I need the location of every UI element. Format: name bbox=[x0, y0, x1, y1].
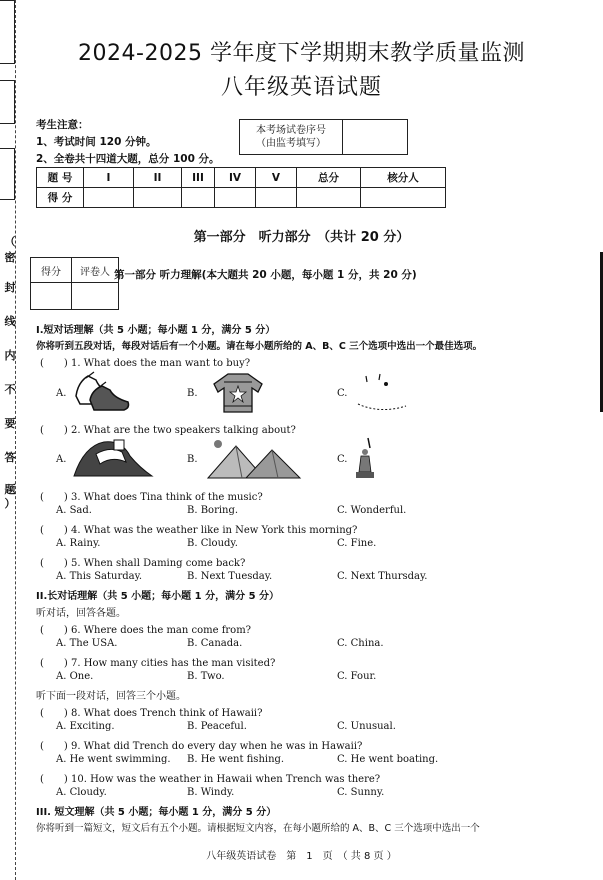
margin-char: 要 bbox=[4, 417, 16, 430]
grader-score-field[interactable] bbox=[31, 283, 72, 310]
option-a[interactable]: A. Cloudy. bbox=[56, 787, 107, 798]
shoes-icon bbox=[70, 366, 134, 414]
section1-instruction: 你将听到五段对话，每段对话后有一个小题。请在每小题所给的 A、B、C 三个选项中选出一个最佳选项。 bbox=[36, 341, 483, 352]
option-b[interactable]: B. bbox=[187, 454, 198, 465]
option-a[interactable]: A. bbox=[56, 388, 67, 399]
exam-title: 2024-2025 学年度下学期期末教学质量监测 bbox=[78, 41, 525, 66]
question-text: How was the weather in Hawaii when Trench was there? bbox=[90, 774, 381, 785]
option-b[interactable]: B. Next Tuesday. bbox=[187, 571, 273, 582]
margin-char: 内 bbox=[4, 349, 16, 362]
notes-item: 1、考试时间 120 分钟。 bbox=[36, 136, 157, 148]
sunglasses-icon bbox=[352, 370, 410, 414]
score-row-label: 得 分 bbox=[37, 188, 84, 208]
seat-number-box bbox=[239, 119, 408, 155]
grader-box bbox=[30, 257, 119, 310]
margin-char: （ bbox=[4, 235, 16, 248]
notes-heading: 考生注意： bbox=[36, 119, 89, 131]
score-header: 总分 bbox=[297, 168, 361, 188]
score-header: 题 号 bbox=[37, 168, 84, 188]
margin-char: 题 bbox=[4, 483, 16, 496]
option-c[interactable]: C. Wonderful. bbox=[337, 505, 407, 516]
score-header: V bbox=[256, 168, 297, 188]
question-text: What did Trench do every day when he was in Hawaii? bbox=[83, 741, 363, 752]
question-text: What does the man want to buy? bbox=[83, 358, 251, 369]
option-c[interactable]: C. Four. bbox=[337, 671, 377, 682]
binding-dashed-line bbox=[15, 0, 16, 880]
question-number: ( ) 4. bbox=[40, 525, 81, 536]
question-number: ( ) 9. bbox=[40, 741, 81, 752]
seat-sublabel: （由监考填写） bbox=[256, 138, 326, 149]
option-c[interactable]: C. bbox=[337, 454, 348, 465]
option-b[interactable]: B. Windy. bbox=[187, 787, 235, 798]
score-cell[interactable] bbox=[256, 188, 297, 208]
option-b[interactable]: B. Peaceful. bbox=[187, 721, 247, 732]
option-b[interactable]: B. bbox=[187, 388, 198, 399]
option-a[interactable]: A. bbox=[56, 454, 67, 465]
section2-heading: II.长对话理解（共 5 小题；每小题 1 分，满分 5 分） bbox=[36, 591, 280, 602]
sweater-icon bbox=[210, 370, 266, 414]
grader-name-label: 评卷人 bbox=[72, 258, 119, 283]
question-number: ( ) 7. bbox=[40, 658, 81, 669]
option-b[interactable]: B. Cloudy. bbox=[187, 538, 238, 549]
great-wall-icon bbox=[70, 432, 156, 480]
question-number: ( ) 2. bbox=[40, 425, 81, 436]
question-number: ( ) 5. bbox=[40, 558, 81, 569]
question-number: ( ) 1. bbox=[40, 358, 81, 369]
option-a[interactable]: A. This Saturday. bbox=[56, 571, 143, 582]
margin-char: 线 bbox=[4, 315, 16, 328]
score-header: IV bbox=[215, 168, 256, 188]
question-text: When shall Daming come back? bbox=[83, 558, 246, 569]
score-header: III bbox=[182, 168, 215, 188]
option-c[interactable]: C. Next Thursday. bbox=[337, 571, 428, 582]
statue-of-liberty-icon bbox=[352, 436, 380, 480]
page-footer: 八年级英语试卷 第 1 页 （ 共 8 页 ） bbox=[206, 851, 397, 862]
section3-heading: III. 短文理解（共 5 小题；每小题 1 分，满分 5 分） bbox=[36, 807, 277, 818]
binding-box-3 bbox=[0, 148, 15, 200]
question-4 bbox=[40, 521, 357, 536]
score-header: II bbox=[134, 168, 182, 188]
option-a[interactable]: A. He went swimming. bbox=[56, 754, 171, 765]
margin-char: 答 bbox=[4, 451, 16, 464]
question-text: Where does the man come from? bbox=[83, 625, 252, 636]
score-cell[interactable] bbox=[134, 188, 182, 208]
margin-char: 密 bbox=[4, 251, 16, 264]
section-intro: 第一部分 听力理解(本大题共 20 小题，每小题 1 分，共 20 分) bbox=[114, 269, 417, 281]
score-header: 核分人 bbox=[361, 168, 446, 188]
option-c[interactable]: C. bbox=[337, 388, 348, 399]
option-a[interactable]: A. Exciting. bbox=[56, 721, 115, 732]
seat-number-field[interactable] bbox=[343, 120, 408, 155]
margin-char: 封 bbox=[4, 281, 16, 294]
section1-heading: I.短对话理解（共 5 小题；每小题 1 分，满分 5 分） bbox=[36, 325, 276, 336]
option-c[interactable]: C. He went boating. bbox=[337, 754, 439, 765]
section2-instruction: 听对话，回答各题。 bbox=[36, 608, 126, 619]
score-cell[interactable] bbox=[297, 188, 361, 208]
section3-instruction: 你将听到一篇短文，短文后有五个小题。请根据短文内容，在每小题所给的 A、B、C 三个选项中选出一个 bbox=[36, 823, 480, 834]
option-c[interactable]: C. China. bbox=[337, 638, 384, 649]
option-b[interactable]: B. Canada. bbox=[187, 638, 243, 649]
option-a[interactable]: A. Rainy. bbox=[56, 538, 101, 549]
option-b[interactable]: B. Boring. bbox=[187, 505, 239, 516]
question-9 bbox=[40, 737, 362, 752]
option-a[interactable]: A. The USA. bbox=[56, 638, 118, 649]
notes-item: 2、全卷共十四道大题，总分 100 分。 bbox=[36, 153, 220, 165]
score-cell[interactable] bbox=[84, 188, 134, 208]
question-text: What does Tina think of the music? bbox=[83, 492, 263, 503]
part-title: 第一部分 听力部分 （共计 20 分） bbox=[193, 230, 410, 245]
seat-label: 本考场试卷序号 bbox=[256, 125, 326, 136]
score-table bbox=[36, 167, 446, 208]
option-c[interactable]: C. Sunny. bbox=[337, 787, 385, 798]
option-b[interactable]: B. He went fishing. bbox=[187, 754, 285, 765]
question-number: ( ) 6. bbox=[40, 625, 81, 636]
option-a[interactable]: A. Sad. bbox=[56, 505, 92, 516]
question-6 bbox=[40, 621, 251, 636]
section2-instruction: 听下面一段对话，回答三个小题。 bbox=[36, 691, 186, 702]
question-text: What are the two speakers talking about? bbox=[83, 425, 296, 436]
option-a[interactable]: A. One. bbox=[56, 671, 94, 682]
seat-label-cell bbox=[240, 120, 343, 155]
margin-char: 不 bbox=[4, 383, 16, 396]
question-5 bbox=[40, 554, 245, 569]
score-cell[interactable] bbox=[215, 188, 256, 208]
question-number: ( ) 10. bbox=[40, 774, 87, 785]
pyramids-icon bbox=[206, 436, 310, 480]
score-header: I bbox=[84, 168, 134, 188]
margin-char: ） bbox=[4, 497, 16, 510]
grader-score-label: 得分 bbox=[31, 258, 72, 283]
question-text: What was the weather like in New York this morning? bbox=[83, 525, 358, 536]
question-number: ( ) 8. bbox=[40, 708, 81, 719]
question-number: ( ) 3. bbox=[40, 492, 81, 503]
question-3 bbox=[40, 488, 263, 503]
question-text: How many cities has the man visited? bbox=[83, 658, 276, 669]
option-c[interactable]: C. Fine. bbox=[337, 538, 377, 549]
question-10 bbox=[40, 770, 380, 785]
score-cell[interactable] bbox=[182, 188, 215, 208]
score-cell[interactable] bbox=[361, 188, 446, 208]
question-text: What does Trench think of Hawaii? bbox=[83, 708, 263, 719]
question-7 bbox=[40, 654, 275, 669]
exam-subtitle: 八年级英语试题 bbox=[220, 75, 382, 100]
option-c[interactable]: C. Unusual. bbox=[337, 721, 396, 732]
grader-name-field[interactable] bbox=[72, 283, 119, 310]
question-8 bbox=[40, 704, 262, 719]
option-b[interactable]: B. Two. bbox=[187, 671, 225, 682]
